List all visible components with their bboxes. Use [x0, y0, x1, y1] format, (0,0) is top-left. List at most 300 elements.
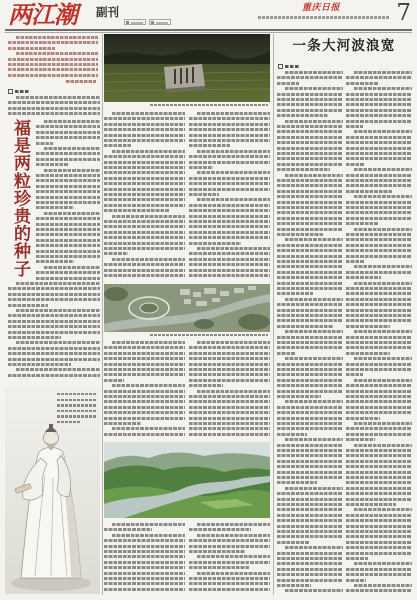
text-line [346, 541, 412, 544]
text-line [277, 136, 343, 139]
text-line [277, 195, 343, 198]
text-line [346, 519, 412, 522]
text-line [197, 555, 270, 558]
text-line [8, 293, 100, 296]
article-right-text [346, 71, 412, 595]
text-line [277, 168, 330, 171]
text-line [104, 433, 185, 436]
text-line [277, 163, 343, 166]
text-line [346, 174, 412, 177]
text-line [36, 250, 100, 253]
text-line [189, 220, 270, 223]
text-line [104, 539, 185, 542]
river-landscape-image [104, 442, 270, 518]
text-line [354, 330, 412, 333]
column-rule [102, 34, 103, 595]
text-line [189, 528, 251, 531]
aerial-town-image [104, 284, 270, 332]
text-line [354, 422, 412, 425]
text-line [44, 266, 100, 269]
text-line [346, 244, 412, 247]
text-line [277, 562, 343, 565]
text-line [346, 406, 412, 409]
text-line [36, 190, 100, 193]
text-line [189, 582, 270, 585]
text-line [354, 87, 412, 90]
text-line [8, 287, 100, 290]
text-line [346, 395, 412, 398]
text-line [197, 112, 270, 115]
text-line [346, 152, 412, 155]
text-line [104, 577, 185, 580]
text-line [8, 331, 100, 334]
text-line [346, 136, 412, 139]
text-line [277, 395, 321, 398]
text-line [277, 373, 343, 376]
text-line [189, 193, 219, 196]
text-line [277, 287, 343, 290]
text-line [189, 209, 270, 212]
text-line [277, 465, 343, 468]
text-line [277, 276, 343, 279]
text-line [104, 171, 185, 174]
text-line [346, 557, 368, 560]
text-line [189, 406, 270, 409]
text-line [346, 471, 412, 474]
text-line [189, 357, 270, 360]
text-line [277, 535, 343, 538]
text-line [277, 449, 343, 452]
text-line [16, 52, 98, 55]
text-line [277, 460, 343, 463]
text-line [346, 114, 412, 117]
article-left-text [189, 112, 270, 280]
article-left-text [36, 120, 100, 280]
text-line [277, 476, 343, 479]
text-line [104, 346, 185, 349]
text-line [8, 101, 100, 104]
text-line [36, 255, 100, 258]
text-line [277, 336, 343, 339]
text-line [346, 201, 412, 204]
text-line [277, 184, 343, 187]
text-line [277, 573, 343, 576]
text-line [354, 228, 412, 231]
text-line [189, 166, 213, 169]
text-line [346, 390, 412, 393]
text-line [104, 209, 170, 212]
masthead-tags [124, 19, 171, 25]
text-line [346, 492, 412, 495]
text-line [277, 125, 343, 128]
text-line [189, 577, 270, 580]
text-line [285, 546, 343, 549]
text-line [189, 182, 270, 185]
text-line [277, 222, 343, 225]
text-line [104, 220, 185, 223]
article-left-text [8, 96, 100, 116]
text-line [44, 147, 100, 150]
byline-right [278, 64, 300, 68]
text-line [277, 384, 343, 387]
text-line [277, 379, 343, 382]
text-line [104, 225, 185, 228]
text-line [277, 152, 343, 155]
text-line [346, 546, 412, 549]
text-line [104, 128, 185, 131]
text-line [189, 373, 270, 376]
text-line [346, 384, 412, 387]
text-line [189, 177, 270, 180]
text-line [346, 552, 412, 555]
text-line [197, 171, 270, 174]
text-line [57, 404, 97, 406]
text-line [104, 236, 185, 239]
text-line [189, 236, 270, 239]
text-line [285, 589, 343, 592]
text-line [189, 400, 270, 403]
text-line [189, 128, 270, 131]
text-line [277, 244, 343, 247]
text-line [36, 174, 100, 177]
text-line [346, 303, 412, 306]
text-line [346, 206, 412, 209]
text-line [104, 422, 141, 425]
text-line [277, 325, 333, 328]
text-line [277, 211, 343, 214]
text-line [44, 212, 100, 215]
text-line [189, 545, 270, 548]
text-line [8, 47, 55, 50]
text-line [8, 363, 71, 366]
text-line [197, 341, 270, 344]
text-line [197, 534, 270, 537]
text-line [104, 395, 185, 398]
text-line [346, 417, 380, 420]
text-line [346, 163, 364, 166]
article-right-title: 一条大河波浪宽 [292, 38, 396, 54]
text-line [189, 242, 241, 245]
text-line [346, 449, 412, 452]
text-line [189, 263, 270, 266]
text-line [36, 277, 100, 280]
text-line [285, 120, 343, 123]
text-line [277, 76, 343, 79]
text-line [112, 534, 185, 537]
text-line [104, 566, 185, 569]
text-line [346, 573, 412, 576]
text-line [8, 74, 98, 77]
text-line [346, 535, 412, 538]
photo-caption [150, 334, 268, 338]
text-line [277, 417, 343, 420]
text-line [104, 204, 185, 207]
text-line [285, 438, 343, 441]
text-line [346, 325, 390, 328]
masthead-tag [124, 19, 146, 25]
text-line [104, 555, 185, 558]
text-line [104, 274, 185, 277]
text-line [277, 433, 307, 436]
text-line [8, 41, 98, 44]
text-line [104, 252, 128, 255]
text-line [8, 68, 98, 71]
text-line [354, 444, 412, 447]
text-line [8, 112, 100, 115]
text-line [277, 411, 343, 414]
text-line [346, 589, 412, 592]
text-line [346, 476, 412, 479]
text-line [36, 223, 100, 226]
text-line [112, 384, 185, 387]
text-line [189, 550, 245, 553]
text-line [104, 352, 185, 355]
text-line [189, 204, 270, 207]
text-line [354, 584, 412, 587]
text-line [277, 98, 343, 101]
header-rule [5, 29, 412, 31]
text-line [112, 341, 185, 344]
column-rule [273, 34, 274, 595]
byline-left [8, 89, 30, 93]
text-line [189, 274, 270, 277]
text-line [346, 298, 412, 301]
text-line [346, 222, 379, 225]
text-line [104, 144, 132, 147]
text-line [197, 390, 270, 393]
article-right-text [277, 71, 343, 595]
text-line [346, 217, 412, 220]
text-line [277, 303, 343, 306]
text-line [277, 179, 343, 182]
issue-info-strip [258, 16, 390, 19]
text-line [104, 247, 185, 250]
text-line [36, 271, 100, 274]
text-line [104, 269, 185, 272]
text-line [197, 150, 270, 153]
text-line [277, 492, 343, 495]
text-line [346, 93, 412, 96]
text-line [346, 530, 412, 533]
text-line [189, 252, 270, 255]
text-line [354, 562, 412, 565]
text-line [346, 341, 412, 344]
text-line [104, 363, 185, 366]
text-line [16, 36, 98, 39]
text-line [277, 508, 343, 511]
newspaper-logo: 重庆日报 [302, 3, 341, 13]
text-line [285, 238, 343, 241]
text-line [277, 265, 343, 268]
text-line [189, 117, 270, 120]
text-line [346, 352, 390, 355]
text-line [346, 336, 412, 339]
text-line [189, 139, 270, 142]
text-line [277, 309, 343, 312]
text-line [197, 247, 270, 250]
article-left-text [189, 523, 270, 595]
text-line [189, 269, 270, 272]
text-line [354, 508, 412, 511]
text-line [277, 341, 343, 344]
text-line [346, 579, 366, 582]
text-line [104, 231, 185, 234]
photo-river-landscape [104, 442, 270, 518]
text-line [8, 304, 48, 307]
text-line [346, 98, 412, 101]
text-line [104, 134, 185, 137]
article-left-text [189, 341, 270, 438]
text-line [277, 541, 309, 544]
page-number: 7 [396, 0, 411, 26]
text-line [346, 454, 412, 457]
text-line [104, 406, 185, 409]
text-line [277, 93, 343, 96]
text-line [104, 545, 185, 548]
text-line [189, 411, 270, 414]
text-line [57, 415, 97, 417]
header-rule-thin [5, 32, 412, 33]
text-line [104, 528, 152, 531]
text-line [104, 177, 185, 180]
text-line [277, 157, 343, 160]
text-line [277, 255, 343, 258]
text-line [346, 514, 412, 517]
text-line [8, 58, 98, 61]
text-line [189, 188, 270, 191]
text-line [197, 523, 270, 526]
text-line [346, 314, 412, 317]
text-line [189, 384, 223, 387]
text-line [277, 292, 313, 295]
article-left-text [104, 112, 185, 280]
text-line [354, 357, 412, 360]
text-line [277, 519, 343, 522]
text-line [189, 155, 270, 158]
text-line [112, 112, 185, 115]
text-line [346, 568, 412, 571]
stone-field-image [104, 34, 270, 102]
text-line [277, 228, 343, 231]
text-line [346, 503, 396, 506]
text-line [277, 525, 343, 528]
text-line [189, 134, 270, 137]
article-left-title: 福是两粒珍贵的种子 [10, 119, 30, 278]
text-line [277, 130, 343, 133]
text-line [346, 211, 412, 214]
text-line [354, 265, 412, 268]
text-line [44, 120, 100, 123]
text-line [346, 465, 412, 468]
text-line [189, 225, 270, 228]
text-line [346, 309, 412, 312]
text-line [104, 588, 185, 591]
text-line [36, 228, 100, 231]
text-line [36, 201, 100, 204]
text-line [36, 206, 74, 209]
text-line [346, 141, 412, 144]
text-line [277, 103, 343, 106]
text-line [8, 298, 100, 301]
text-line [277, 363, 343, 366]
text-line [112, 427, 185, 430]
text-line [346, 319, 412, 322]
text-line [346, 427, 412, 430]
text-line [8, 347, 100, 350]
text-line [36, 233, 100, 236]
text-line [197, 198, 270, 201]
text-line [346, 109, 412, 112]
text-line [346, 271, 412, 274]
text-line [346, 184, 412, 187]
text-line [104, 417, 185, 420]
text-line [277, 579, 343, 582]
text-line [112, 215, 185, 218]
text-line [346, 125, 363, 128]
text-line [189, 427, 270, 430]
text-line [36, 152, 100, 155]
text-line [36, 196, 100, 199]
text-line [346, 292, 412, 295]
text-line [346, 238, 412, 241]
text-line [277, 82, 299, 85]
text-line [104, 155, 185, 158]
photo-stone-field [104, 34, 270, 102]
text-line [277, 557, 343, 560]
text-line [277, 206, 343, 209]
text-line [189, 539, 270, 542]
text-line [189, 231, 270, 234]
photo-aerial-town [104, 284, 270, 332]
text-line [346, 363, 412, 366]
text-line [277, 503, 343, 506]
text-line [277, 584, 311, 587]
text-line [8, 336, 61, 339]
text-line [277, 260, 343, 263]
text-line [346, 157, 412, 160]
text-line [277, 217, 343, 220]
text-line [277, 390, 343, 393]
text-line [354, 195, 412, 198]
text-line [346, 487, 412, 490]
text-line [189, 215, 270, 218]
text-line [277, 249, 343, 252]
text-line [104, 561, 185, 564]
text-line [354, 71, 412, 74]
text-line [277, 114, 328, 117]
text-line [104, 411, 185, 414]
text-line [16, 368, 100, 371]
text-line [104, 242, 185, 245]
text-line [36, 142, 53, 145]
text-line [104, 373, 185, 376]
text-line [189, 346, 270, 349]
text-line [277, 552, 343, 555]
text-line [189, 422, 270, 425]
text-line [346, 368, 412, 371]
text-line [104, 182, 185, 185]
text-line [104, 198, 185, 201]
text-line [189, 144, 230, 147]
text-line [277, 282, 343, 285]
text-line [36, 179, 100, 182]
text-line [36, 217, 100, 220]
text-line [104, 161, 185, 164]
text-line [285, 87, 343, 90]
text-line [277, 481, 317, 484]
text-line [36, 125, 100, 128]
epigraph-quote [8, 36, 98, 78]
